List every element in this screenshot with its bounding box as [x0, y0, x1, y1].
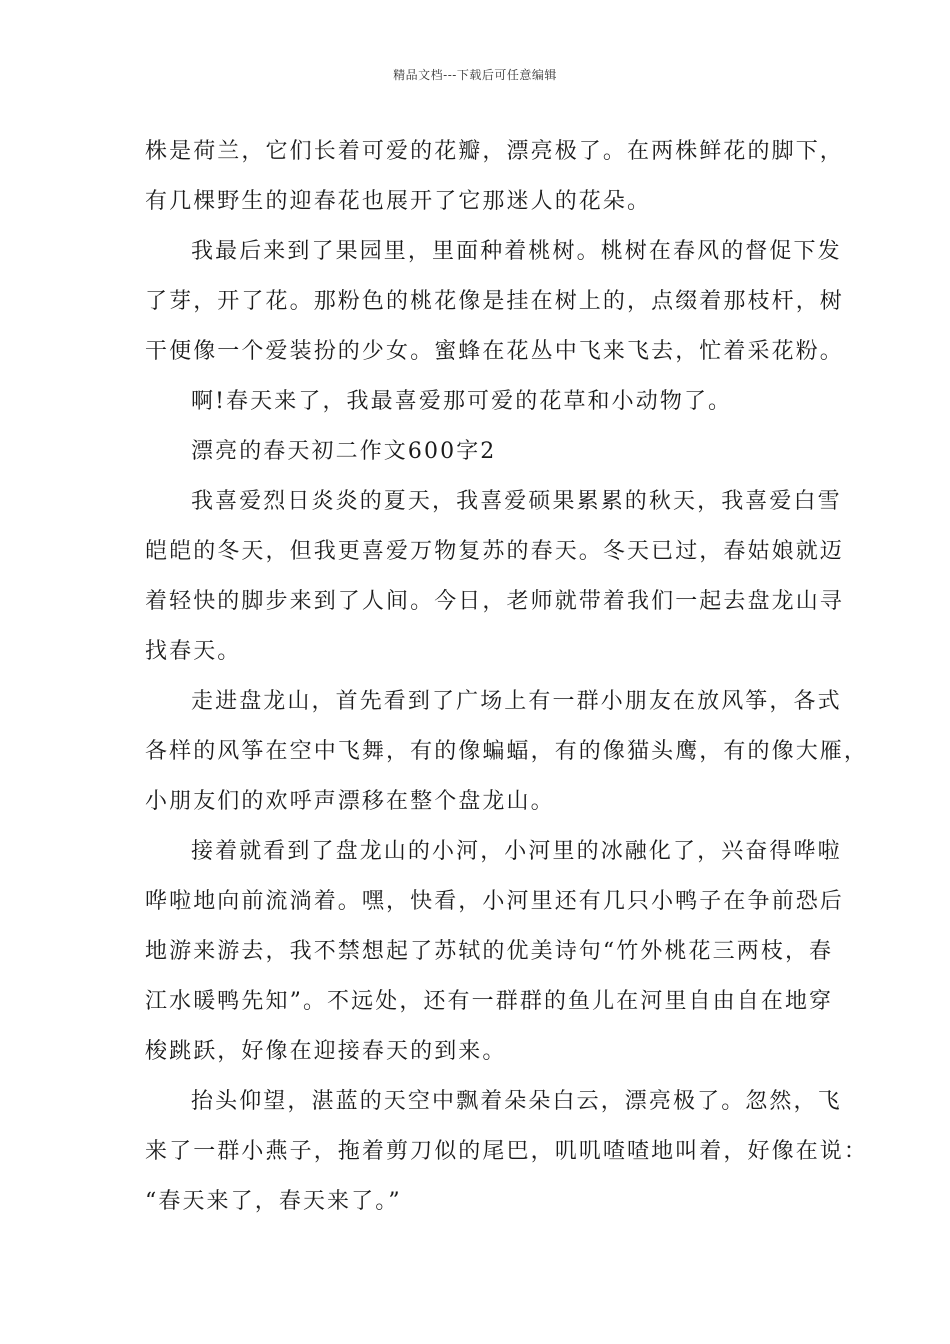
text-line: 江水暖鸭先知”。不远处，还有一群群的鱼儿在河里自由自在地穿 [145, 989, 834, 1014]
text-line: 哗啦地向前流淌着。嘿，快看，小河里还有几只小鸭子在争前恐后 [145, 889, 844, 914]
text-line: 有几棵野生的迎春花也展开了它那迷人的花朵。 [145, 189, 652, 214]
text-line: 干便像一个爱装扮的少女。蜜蜂在花丛中飞来飞去，忙着采花粉。 [145, 339, 844, 364]
text-line: 了芽，开了花。那粉色的桃花像是挂在树上的，点缀着那枝杆，树 [145, 289, 844, 314]
text-line: “春天来了，春天来了。” [145, 1189, 402, 1214]
text-line: 梭跳跃，好像在迎接春天的到来。 [145, 1039, 507, 1064]
section-heading: 漂亮的春天初二作文600字2 [191, 439, 497, 464]
text-line: 走进盘龙山，首先看到了广场上有一群小朋友在放风筝，各式 [191, 689, 842, 714]
document-body [145, 127, 869, 1227]
text-line: 接着就看到了盘龙山的小河，小河里的冰融化了，兴奋得哗啦 [191, 839, 842, 864]
text-line: 我最后来到了果园里，里面种着桃树。桃树在春风的督促下发 [191, 239, 842, 264]
text-line: 来了一群小燕子，拖着剪刀似的尾巴，叽叽喳喳地叫着，好像在说： [145, 1139, 869, 1164]
text-line: 啊!春天来了，我最喜爱那可爱的花草和小动物了。 [191, 389, 733, 414]
page-header: 精品文档---下载后可任意编辑 [393, 68, 557, 82]
text-line: 抬头仰望，湛蓝的天空中飘着朵朵白云，漂亮极了。忽然，飞 [191, 1089, 842, 1114]
text-line: 小朋友们的欢呼声漂移在整个盘龙山。 [145, 789, 555, 814]
text-line: 皑皑的冬天，但我更喜爱万物复苏的春天。冬天已过，春姑娘就迈 [145, 539, 844, 564]
text-line: 找春天。 [145, 639, 242, 664]
text-line: 着轻快的脚步来到了人间。今日，老师就带着我们一起去盘龙山寻 [145, 589, 844, 614]
text-line: 我喜爱烈日炎炎的夏天，我喜爱硕果累累的秋天，我喜爱白雪 [191, 489, 842, 514]
text-line: 地游来游去，我不禁想起了苏轼的优美诗句“竹外桃花三两枝，春 [145, 939, 834, 964]
text-line: 各样的风筝在空中飞舞，有的像蝙蝠，有的像猫头鹰，有的像大雁， [145, 739, 869, 764]
text-line: 株是荷兰，它们长着可爱的花瓣，漂亮极了。在两株鲜花的脚下， [145, 139, 844, 164]
